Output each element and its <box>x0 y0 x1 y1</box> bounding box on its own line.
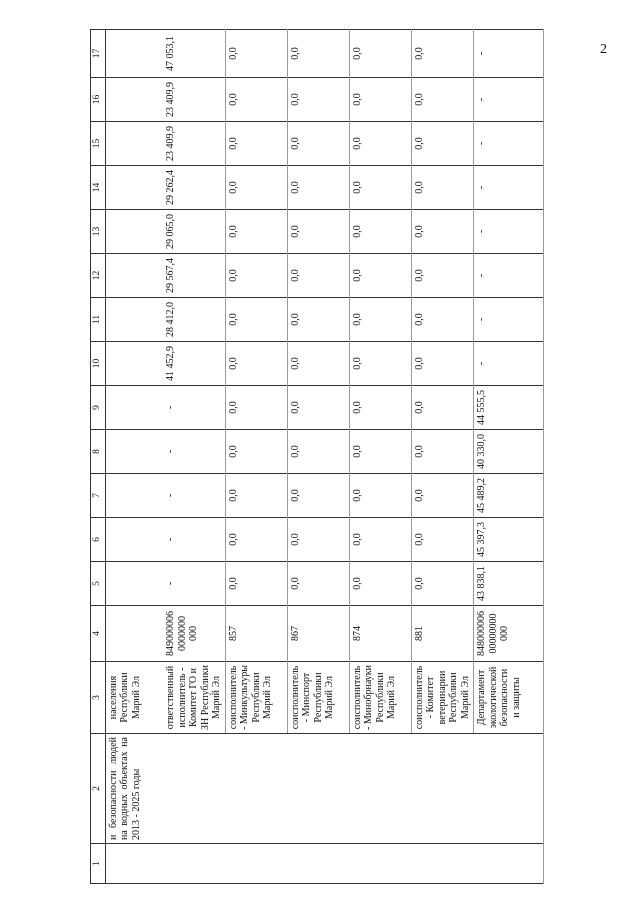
column-number-14: 14 <box>91 166 106 210</box>
column-number-1: 1 <box>91 844 106 884</box>
value-cell: 45 397,3 <box>474 518 544 562</box>
value-cell: 0,0 <box>411 78 474 122</box>
executor-cell: Департамент экологической безопасности и защиты <box>474 662 544 734</box>
value-cell: 45 489,2 <box>474 474 544 518</box>
value-cell <box>105 298 163 342</box>
value-cell: 0,0 <box>225 562 287 606</box>
value-cell: 0,0 <box>287 166 349 210</box>
value-cell: 0,0 <box>349 210 411 254</box>
column-number-6: 6 <box>91 518 106 562</box>
value-cell: - <box>163 430 225 474</box>
value-cell <box>105 342 163 386</box>
value-cell: 0,0 <box>287 562 349 606</box>
value-cell: 0,0 <box>411 298 474 342</box>
column-number-8: 8 <box>91 430 106 474</box>
code-cell: 867 <box>287 606 349 662</box>
value-cell: 0,0 <box>225 518 287 562</box>
executor-cell: соисполнитель - Минспорт Республики Марий Эл <box>287 662 349 734</box>
value-cell: 0,0 <box>349 298 411 342</box>
value-cell <box>105 30 163 78</box>
value-cell: 0,0 <box>349 430 411 474</box>
code-cell: 881 <box>411 606 474 662</box>
value-cell: 23 409,9 <box>163 78 225 122</box>
table-row <box>105 30 163 884</box>
column-number-17: 17 <box>91 30 106 78</box>
value-cell: 0,0 <box>287 210 349 254</box>
value-cell <box>105 210 163 254</box>
value-cell <box>105 386 163 430</box>
value-cell: 0,0 <box>349 166 411 210</box>
column-number-16: 16 <box>91 78 106 122</box>
executor-cell: соисполнитель - Минобрнауки Республики Марий Эл <box>349 662 411 734</box>
value-cell: - <box>163 518 225 562</box>
page-number: 2 <box>600 42 607 57</box>
value-cell: 0,0 <box>287 78 349 122</box>
value-cell: 0,0 <box>411 254 474 298</box>
column-number-11: 11 <box>91 298 106 342</box>
value-cell: 0,0 <box>287 430 349 474</box>
value-cell: 29 262,4 <box>163 166 225 210</box>
value-cell: 0,0 <box>225 122 287 166</box>
value-cell: - <box>474 166 544 210</box>
value-cell: 0,0 <box>287 30 349 78</box>
value-cell: 0,0 <box>411 210 474 254</box>
value-cell: 0,0 <box>287 298 349 342</box>
value-cell: 43 838,1 <box>474 562 544 606</box>
value-cell: 0,0 <box>411 518 474 562</box>
value-cell: 23 409,9 <box>163 122 225 166</box>
column-number-10: 10 <box>91 342 106 386</box>
value-cell: 0,0 <box>225 474 287 518</box>
value-cell: 0,0 <box>411 166 474 210</box>
value-cell: 0,0 <box>287 342 349 386</box>
value-cell <box>105 474 163 518</box>
executor-cell: соисполнитель - Комитет ветеринарии Республики Марий Эл <box>411 662 474 734</box>
value-cell: 29 065,0 <box>163 210 225 254</box>
value-cell: - <box>474 210 544 254</box>
value-cell: - <box>474 254 544 298</box>
value-cell: 0,0 <box>225 298 287 342</box>
column-number-4: 4 <box>91 606 106 662</box>
value-cell: 40 330,0 <box>474 430 544 474</box>
value-cell: 0,0 <box>411 30 474 78</box>
code-cell: 849000006 0000000 000 <box>163 606 225 662</box>
value-cell <box>105 254 163 298</box>
program-name-cell: и безопасности людей на водных объектах на 2013 - 2025 годы <box>105 734 544 844</box>
value-cell: - <box>474 122 544 166</box>
code-cell: 857 <box>225 606 287 662</box>
value-cell: 0,0 <box>349 518 411 562</box>
value-cell: 0,0 <box>225 78 287 122</box>
value-cell: 28 412,0 <box>163 298 225 342</box>
executor-cell: ответственный исполнитель - Комитет ГО и ЗН Республики Марий Эл <box>163 662 225 734</box>
column-number-2: 2 <box>91 734 106 844</box>
value-cell: 44 555,5 <box>474 386 544 430</box>
value-cell: 0,0 <box>349 30 411 78</box>
value-cell: - <box>474 30 544 78</box>
rotated-sheet <box>90 30 612 884</box>
value-cell: 0,0 <box>349 386 411 430</box>
value-cell: 0,0 <box>349 78 411 122</box>
value-cell: 0,0 <box>225 166 287 210</box>
value-cell <box>105 518 163 562</box>
column-number-12: 12 <box>91 254 106 298</box>
value-cell: - <box>163 474 225 518</box>
value-cell <box>105 166 163 210</box>
column-number-3: 3 <box>91 662 106 734</box>
value-cell: 0,0 <box>411 386 474 430</box>
code-cell <box>105 606 163 662</box>
column-number-9: 9 <box>91 386 106 430</box>
value-cell: - <box>163 386 225 430</box>
value-cell: - <box>474 78 544 122</box>
value-cell: 41 452,9 <box>163 342 225 386</box>
value-cell: 0,0 <box>225 430 287 474</box>
value-cell: 29 567,4 <box>163 254 225 298</box>
value-cell: 0,0 <box>349 122 411 166</box>
value-cell: 0,0 <box>225 254 287 298</box>
column-number-7: 7 <box>91 474 106 518</box>
value-cell <box>105 430 163 474</box>
column-number-13: 13 <box>91 210 106 254</box>
value-cell: 47 053,1 <box>163 30 225 78</box>
value-cell: - <box>474 342 544 386</box>
value-cell: 0,0 <box>411 562 474 606</box>
value-cell: 0,0 <box>225 386 287 430</box>
value-cell: 0,0 <box>225 30 287 78</box>
value-cell: 0,0 <box>349 474 411 518</box>
code-cell: 848000006 00000000 000 <box>474 606 544 662</box>
value-cell: 0,0 <box>349 254 411 298</box>
value-cell: 0,0 <box>287 122 349 166</box>
column-number-5: 5 <box>91 562 106 606</box>
value-cell: 0,0 <box>225 342 287 386</box>
executor-cell: населения Республики Марий Эл <box>105 662 163 734</box>
value-cell: - <box>474 298 544 342</box>
column-number-row <box>91 30 106 884</box>
value-cell: - <box>163 562 225 606</box>
value-cell: 0,0 <box>411 122 474 166</box>
budget-table <box>90 29 544 884</box>
value-cell <box>105 122 163 166</box>
cell-col1 <box>105 844 544 884</box>
value-cell: 0,0 <box>411 342 474 386</box>
value-cell: 0,0 <box>349 342 411 386</box>
value-cell: 0,0 <box>287 518 349 562</box>
value-cell: 0,0 <box>287 254 349 298</box>
value-cell <box>105 78 163 122</box>
value-cell: 0,0 <box>225 210 287 254</box>
code-cell: 874 <box>349 606 411 662</box>
value-cell: 0,0 <box>287 386 349 430</box>
executor-cell: соисполнитель - Минкультуры Республики Марий Эл <box>225 662 287 734</box>
value-cell: 0,0 <box>411 474 474 518</box>
value-cell: 0,0 <box>411 430 474 474</box>
value-cell <box>105 562 163 606</box>
value-cell: 0,0 <box>287 474 349 518</box>
value-cell: 0,0 <box>349 562 411 606</box>
column-number-15: 15 <box>91 122 106 166</box>
